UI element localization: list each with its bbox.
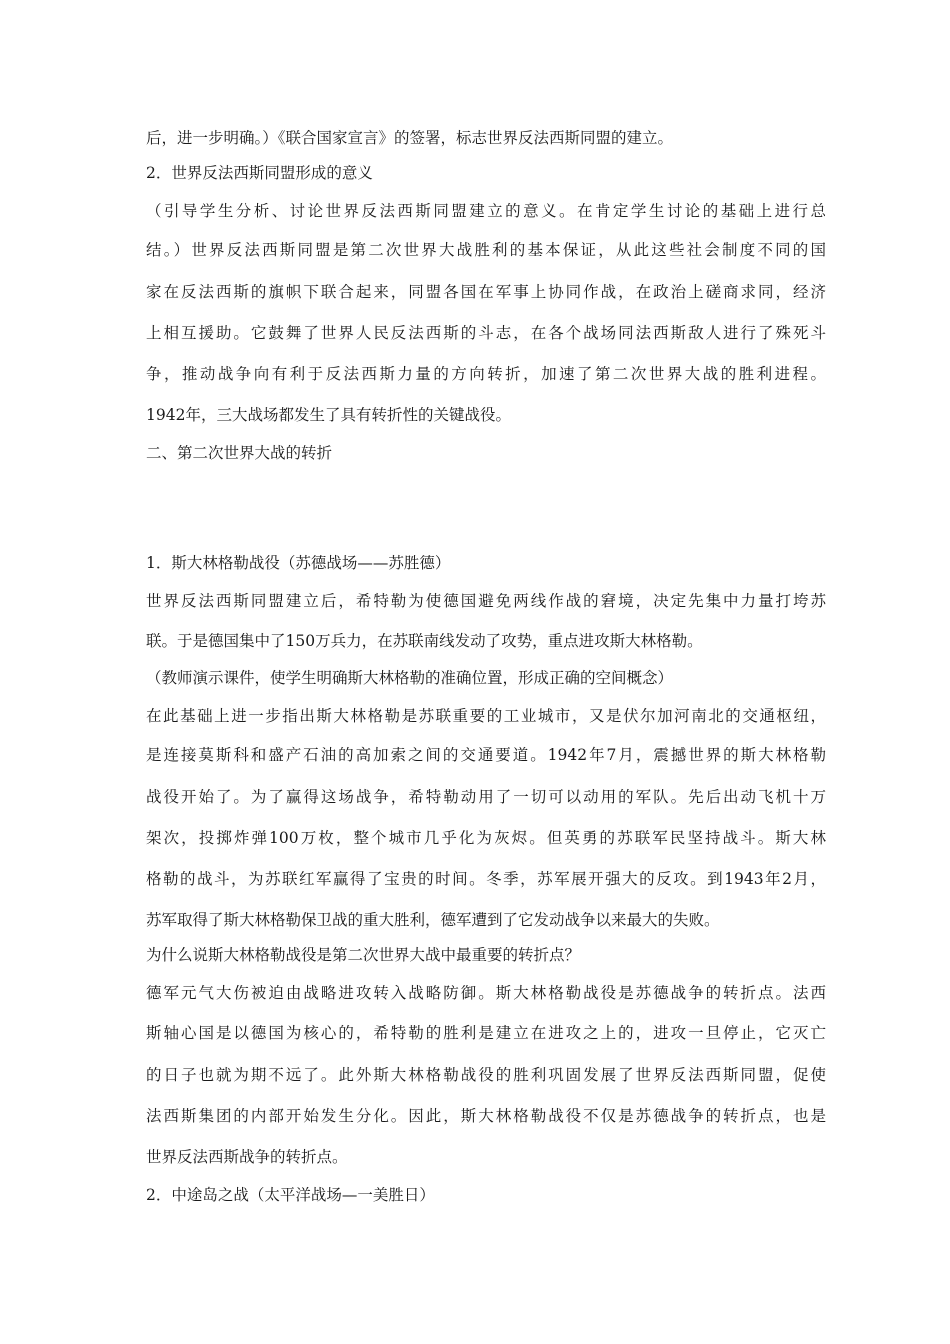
paragraph-line: 战役开始了。为了赢得这场战争，希特勒动用了一切可以动用的军队。先后出动飞机十万: [146, 788, 826, 806]
paragraph-line: 上相互援助。它鼓舞了世界人民反法西斯的斗志，在各个战场同法西斯敌人进行了殊死斗: [146, 324, 826, 342]
paragraph-line: 法西斯集团的内部开始发生分化。因此，斯大林格勒战役不仅是苏德战争的转折点，也是: [146, 1107, 826, 1125]
section-heading: 2．中途岛之战（太平洋战场—一美胜日）: [146, 1186, 435, 1204]
paragraph-line: 后，进一步明确。）《联合国家宣言》的签署，标志世界反法西斯同盟的建立。: [146, 129, 674, 147]
paragraph-line: 是连接莫斯科和盛产石油的高加索之间的交通要道。1942年7月，震撼世界的斯大林格勒: [146, 746, 826, 764]
paragraph-line: 世界反法西斯战争的转折点。: [146, 1148, 348, 1166]
paragraph-line: 架次，投掷炸弹100万枚，整个城市几乎化为灰烬。但英勇的苏联军民坚持战斗。斯大林: [146, 829, 826, 847]
section-heading: 二、第二次世界大战的转折: [146, 444, 333, 462]
section-heading: 2．世界反法西斯同盟形成的意义: [146, 164, 373, 182]
paragraph-line: 德军元气大伤被迫由战略进攻转入战略防御。斯大林格勒战役是苏德战争的转折点。法西: [146, 984, 826, 1002]
paragraph-line: 斯轴心国是以德国为核心的，希特勒的胜利是建立在进攻之上的，进攻一旦停止，它灭亡: [146, 1024, 826, 1042]
paragraph-line: 1942年，三大战场都发生了具有转折性的关键战役。: [146, 406, 511, 424]
paragraph-line: 世界反法西斯同盟建立后，希特勒为使德国避免两线作战的窘境，决定先集中力量打垮苏: [146, 592, 826, 610]
paragraph-line: 家在反法西斯的旗帜下联合起来，同盟各国在军事上协同作战，在政治上磋商求同，经济: [146, 283, 826, 301]
paragraph-line: 苏军取得了斯大林格勒保卫战的重大胜利，德军遭到了它发动战争以来最大的失败。: [146, 911, 720, 929]
paragraph-line: 争，推动战争向有利于反法西斯力量的方向转折，加速了第二次世界大战的胜利进程。: [146, 365, 826, 383]
paragraph-line: 结。）世界反法西斯同盟是第二次世界大战胜利的基本保证，从此这些社会制度不同的国: [146, 241, 826, 259]
section-heading: 1．斯大林格勒战役（苏德战场——苏胜德）: [146, 554, 451, 572]
paragraph-line: 在此基础上进一步指出斯大林格勒是苏联重要的工业城市，又是伏尔加河南北的交通枢纽，: [146, 707, 826, 725]
paragraph-line: （引导学生分析、讨论世界反法西斯同盟建立的意义。在肯定学生讨论的基础上进行总: [146, 202, 826, 220]
paragraph-line: （教师演示课件，使学生明确斯大林格勒的准确位置，形成正确的空间概念）: [146, 669, 674, 687]
paragraph-line: 的日子也就为期不远了。此外斯大林格勒战役的胜利巩固发展了世界反法西斯同盟，促使: [146, 1066, 826, 1084]
question-line: 为什么说斯大林格勒战役是第二次世界大战中最重要的转折点？: [146, 946, 581, 964]
paragraph-line: 格勒的战斗，为苏联红军赢得了宝贵的时间。冬季，苏军展开强大的反攻。到1943年2月，: [146, 870, 826, 888]
paragraph-line: 联。于是德国集中了150万兵力，在苏联南线发动了攻势，重点进攻斯大林格勒。: [146, 632, 703, 650]
